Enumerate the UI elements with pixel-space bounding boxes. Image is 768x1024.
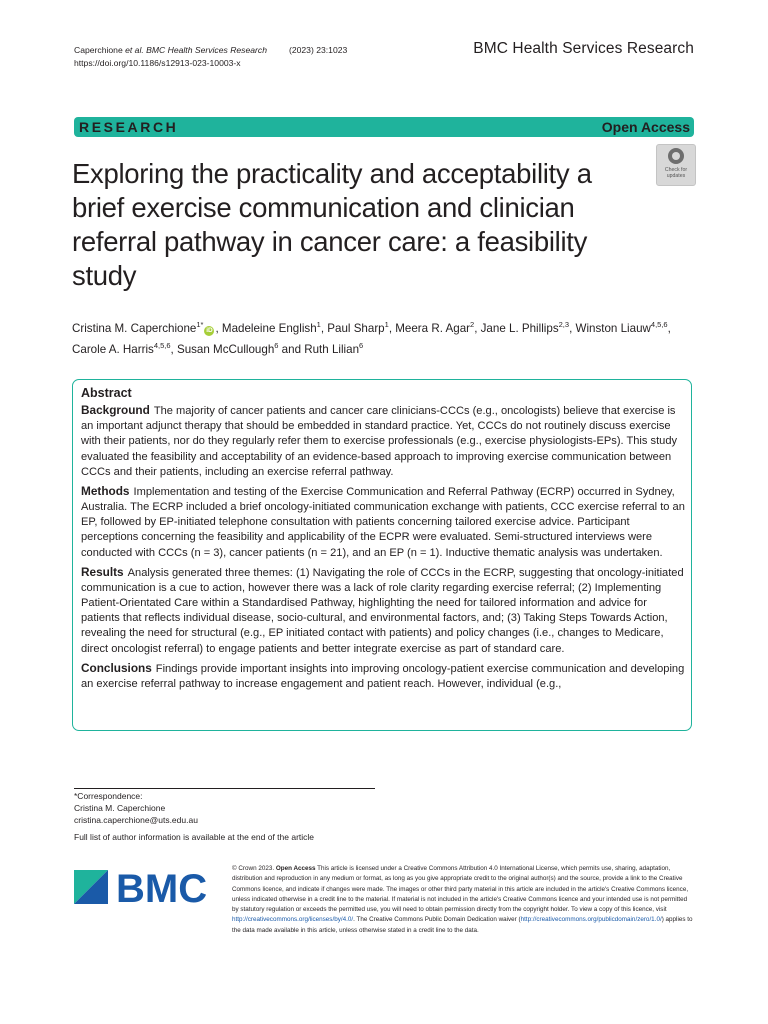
bmc-logo-text: BMC	[116, 868, 208, 906]
citation-header	[74, 44, 347, 70]
author-affil: 2	[470, 320, 475, 329]
doi-link[interactable]: https://doi.org/10.1186/s12913-023-10003-x	[74, 58, 241, 68]
section-bar	[74, 117, 694, 137]
correspondence-label: *Correspondence:	[74, 791, 143, 801]
author-affil: 1	[316, 320, 321, 329]
journal-name: BMC Health Services Research	[473, 40, 694, 57]
bmc-logo[interactable]	[74, 868, 214, 906]
conclusions-label: Conclusions	[81, 660, 152, 675]
citation-author: Caperchione	[74, 45, 126, 55]
author-affil: 4,5,6	[153, 340, 171, 350]
background-label: Background	[81, 403, 150, 418]
author-affil: 6	[274, 340, 279, 350]
abstract-content	[81, 386, 685, 696]
abstract-heading: Abstract	[81, 386, 132, 400]
author-affil: 1	[384, 320, 389, 329]
author-affil: 1*	[196, 320, 204, 329]
orcid-icon[interactable]: iD	[206, 326, 213, 334]
abstract-background	[81, 403, 685, 480]
author-name[interactable]: Cristina M. Caperchione	[72, 321, 197, 335]
background-text: The majority of cancer patients and cancer care clinicians-CCCs (e.g., oncologists) believe that exercise is an important adjunct therapy that should be embedded in standard practice. Yet, CCCs do not routinely discuss exercise with their patients, nor do they regularly refer them to exercise professionals (e.g., exercise physiologists-EPs). This study evaluated the feasibility and acceptability of an evidence-based approach to improving exercise communication between CCCs and their patients, including an exercise referral pathway.	[81, 405, 678, 478]
citation-line	[74, 44, 347, 57]
check-updates-line2: updates	[666, 173, 686, 179]
author-affil: 2,3	[558, 320, 570, 329]
author-list	[72, 316, 692, 358]
license-link-cc0[interactable]: http://creativecommons.org/publicdomain/zero/1.0/	[520, 916, 662, 924]
correspondence	[74, 790, 198, 826]
license-open-access: Open Access	[275, 865, 316, 872]
license-prefix: © Crown 2023.	[232, 865, 276, 872]
correspondence-email[interactable]: cristina.caperchione@uts.edu.au	[74, 815, 198, 825]
author-name[interactable]: , Jane L. Phillips	[474, 321, 559, 335]
correspondence-name: Cristina M. Caperchione	[74, 803, 166, 813]
abstract-results	[81, 565, 685, 657]
article-title: Exploring the practicality and acceptability a brief exercise communication and clinician referral pathway in cancer care: a feasibility study	[72, 158, 592, 291]
abstract-methods	[81, 484, 685, 561]
author-name[interactable]: , Winston Liauw	[569, 321, 651, 335]
results-text: Analysis generated three themes: (1) Navigating the role of CCCs in the ECRP, suggesting that oncology-initiated communication is a cue to action, however there was a lack of role clarity regarding exercise referral; (2) Implementing Patient-Orientated Care within a Standardised Pathway, highlighting the need for tailored information and advice for patients that reflects individual disease, socio-cultural, and environmental factors, and; (3) Taking Steps Towards Action, revealing the need for structural (e.g., EP initiated contact with patients) and policy changes (i.e., changes to Medicare, direct oncologist referral) to engage patients and better integrate exercise as part of standard care.	[81, 566, 684, 655]
abstract-box	[72, 379, 692, 731]
citation-year: (2023) 23:1023	[288, 45, 348, 55]
check-updates-line1: Check for	[664, 167, 688, 173]
author-name[interactable]: and Ruth Lilian	[278, 342, 360, 356]
license-body-3: ) applies to the data made available in this article, unless otherwise stated in a credit line to the data.	[232, 916, 693, 934]
author-name[interactable]: , Paul Sharp	[320, 321, 385, 335]
methods-label: Methods	[81, 483, 130, 498]
footnote-divider	[74, 788, 375, 789]
check-updates-icon	[668, 148, 684, 164]
results-label: Results	[81, 564, 124, 579]
check-for-updates-badge[interactable]	[656, 144, 696, 186]
license-link-cc-by[interactable]: http://creativecommons.org/licenses/by/4.0/	[232, 916, 354, 924]
conclusions-text: Findings provide important insights into improving oncology-patient exercise communication and developing an exercise referral pathway to increase engagement and patient reach. However, individual (e.g.,	[81, 662, 685, 690]
open-access-label: Open Access	[601, 119, 690, 135]
author-name[interactable]: , Madeleine English	[215, 321, 317, 335]
author-affil: 4,5,6	[650, 320, 668, 329]
author-name[interactable]: , Susan McCullough	[170, 342, 275, 356]
section-label: RESEARCH	[79, 119, 179, 135]
citation-journal: et al. BMC Health Services Research	[125, 45, 267, 55]
methods-text: Implementation and testing of the Exercise Communication and Referral Pathway (ECRP) occurred in Sydney, Australia. The ECRP included a brief oncology-initiated communication exchange with patients, CCC exercise referral to an EP, followed by EP-initiated telephone consultation with patients concerning tailored exercise advice. Participant perceptions concerning the feasibility and applicability of the ECPR were evaluated. Semi-structured interviews were conducted with CCCs (n = 3), cancer patients (n = 21), and an EP (n = 1). Inductive thematic analysis was undertaken.	[81, 485, 685, 559]
author-name[interactable]: , Meera R. Agar	[388, 321, 471, 335]
author-name[interactable]: , Carole A. Harris	[72, 321, 671, 356]
author-affil: 6	[359, 340, 364, 350]
author-info-note: Full list of author information is available at the end of the article	[74, 832, 315, 842]
license-body-2: . The Creative Commons Public Domain Dedication waiver (	[353, 916, 521, 924]
license-body-1: This article is licensed under a Creative Commons Attribution 4.0 International License, which permits use, sharing, adaptation, distribution and reproduction in any medium or format, as long as you give appropriate credit to the original author(s) and the source, provide a link to the Creative Commons licence, and indicate if changes were made. The images or other third party material in this article are included in the article's Creative Commons licence, unless indicated otherwise in a credit line to the material. If material is not included in the article's Creative Commons licence and your intended use is not permitted by statutory regulation or exceeds the permitted use, you will need to obtain permission directly from the copyright holder. To view a copy of this licence, visit	[232, 865, 689, 914]
license-text	[232, 864, 694, 936]
abstract-conclusions	[81, 661, 685, 692]
